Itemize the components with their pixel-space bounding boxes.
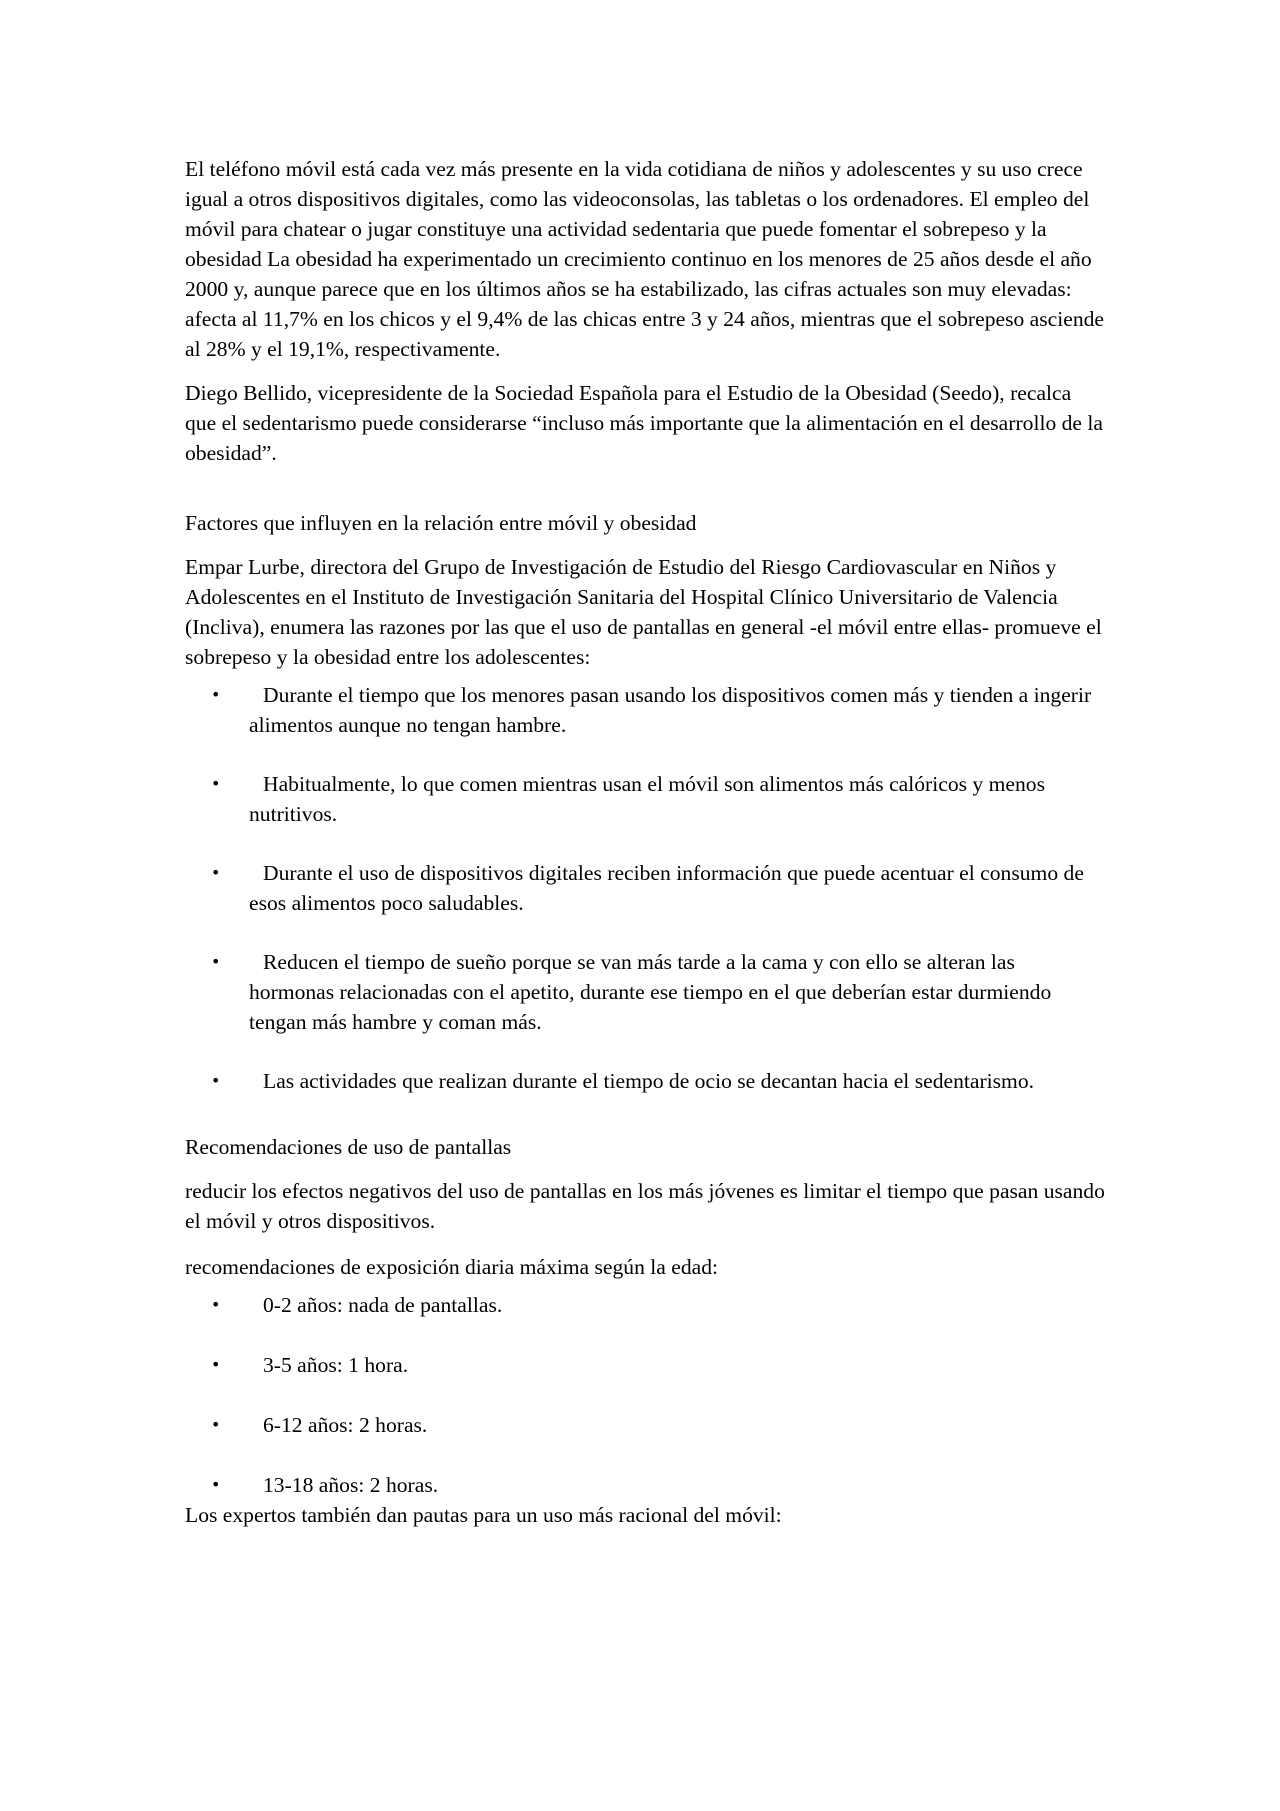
age-recommendations-list (185, 1290, 1105, 1500)
list-item (185, 1066, 1105, 1096)
bullet-icon: • (211, 863, 221, 882)
list-item-text: 6-12 años: 2 horas. (263, 1413, 428, 1437)
bullet-icon: • (211, 685, 221, 704)
list-item-text: 0-2 años: nada de pantallas. (263, 1293, 503, 1317)
list-item-text: 13-18 años: 2 horas. (263, 1473, 439, 1497)
closing-paragraph: Los expertos también dan pautas para un uso más racional del móvil: (185, 1503, 782, 1527)
bullet-icon: • (211, 1355, 221, 1374)
list-item-text: Habitualmente, lo que comen mientras usan el móvil son alimentos más calóricos y menos nutritivos. (249, 772, 1045, 826)
bullet-icon: • (211, 1415, 221, 1434)
list-item (185, 858, 1105, 918)
section-heading-recommendations: Recomendaciones de uso de pantallas (185, 1135, 512, 1159)
document-page (185, 154, 1105, 1530)
list-item (185, 769, 1105, 829)
list-item (185, 947, 1105, 1037)
recommendations-intro: recomendaciones de exposición diaria máxima según la edad: (185, 1255, 719, 1279)
list-item (185, 1290, 1105, 1320)
list-item-text: Reducen el tiempo de sueño porque se van más tarde a la cama y con ello se alteran las hormonas relacionadas con el apetito, durante ese tiempo en el que deberían estar durmiendo tengan más hambre y coman más. (249, 950, 1052, 1034)
bullet-icon: • (211, 1475, 221, 1494)
quote-paragraph: Diego Bellido, vicepresidente de la Sociedad Española para el Estudio de la Obesidad (Seedo), recalca que el sedentarismo puede considerarse “incluso más importante que la alimentación en el desarrollo de la obesidad”. (185, 381, 1103, 465)
list-item (185, 680, 1105, 740)
bullet-icon: • (211, 774, 221, 793)
list-item-text: Las actividades que realizan durante el tiempo de ocio se decantan hacia el sedentarismo. (263, 1069, 1035, 1093)
bullet-icon: • (211, 952, 221, 971)
factors-paragraph: Empar Lurbe, directora del Grupo de Investigación de Estudio del Riesgo Cardiovascular en Niños y Adolescentes en el Instituto de Investigación Sanitaria del Hospital Clínico Universitario de Valencia (Incliva), enumera las razones por las que el uso de pantallas en general -el móvil entre ellas- promueve el sobrepeso y la obesidad entre los adolescentes: (185, 555, 1102, 669)
bullet-icon: • (211, 1071, 221, 1090)
factors-list (185, 680, 1105, 1096)
list-item-text: Durante el tiempo que los menores pasan usando los dispositivos comen más y tienden a ingerir alimentos aunque no tengan hambre. (249, 683, 1092, 737)
reduce-paragraph: reducir los efectos negativos del uso de pantallas en los más jóvenes es limitar el tiempo que pasan usando el móvil y otros dispositivos. (185, 1179, 1105, 1233)
list-item (185, 1410, 1105, 1440)
bullet-icon: • (211, 1295, 221, 1314)
list-item-text: 3-5 años: 1 hora. (263, 1353, 409, 1377)
section-heading-factors: Factores que influyen en la relación entre móvil y obesidad (185, 511, 697, 535)
list-item-text: Durante el uso de dispositivos digitales reciben información que puede acentuar el consumo de esos alimentos poco saludables. (249, 861, 1084, 915)
list-item (185, 1470, 1105, 1500)
intro-paragraph: El teléfono móvil está cada vez más presente en la vida cotidiana de niños y adolescentes y su uso crece igual a otros dispositivos digitales, como las videoconsolas, las tabletas o los ordenadores. El empleo del móvil para chatear o jugar constituye una actividad sedentaria que puede fomentar el sobrepeso y la obesidad La obesidad ha experimentado un crecimiento continuo en los menores de 25 años desde el año 2000 y, aunque parece que en los últimos años se ha estabilizado, las cifras actuales son muy elevadas: afecta al 11,7% en los chicos y el 9,4% de las chicas entre 3 y 24 años, mientras que el sobrepeso asciende al 28% y el 19,1%, respectivamente. (185, 157, 1105, 361)
list-item (185, 1350, 1105, 1380)
